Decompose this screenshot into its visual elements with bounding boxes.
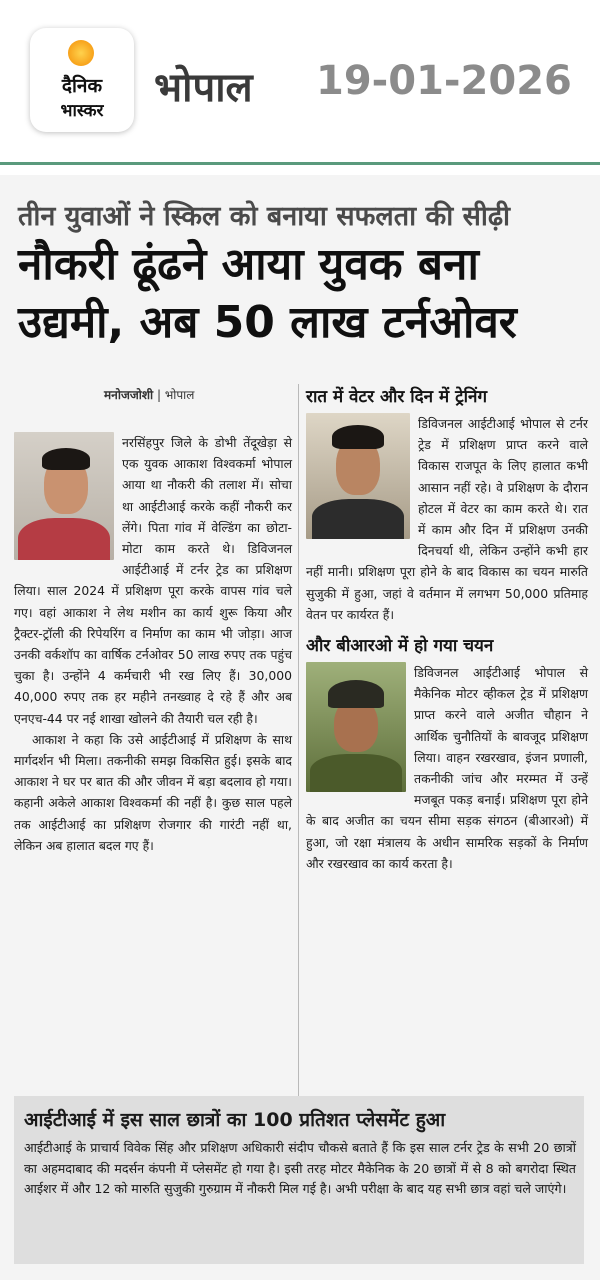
story2-text: डिविजनल आईटीआई भोपाल से टर्नर ट्रेड में प्रशिक्षण प्राप्त करने वाले विकास राजपूत के लिए हालात कभी आसान नहीं रहे। वे प्रशिक्षण के दौरान होटल में वेटर का काम करते थे। रात में काम और दिन में प्रशिक्षण उनकी दिनचर्या थी, लेकिन उन्होंने कभी हार नहीं मानी। प्रशिक्षण पूरा होने के बाद विकास का चयन मारुति सुजुकी में हुआ, जहां वे वर्तमान में लगभग 50,000 प्रतिमाह वेतन पर कार्यरत हैं। [306,416,588,622]
article-kicker: तीन युवाओं ने स्किल को बनाया सफलता की सीढ़ी [18,201,511,232]
placement-box-title: आईटीआई में इस साल छात्रों का 100 प्रतिशत प्लेसमेंट हुआ [24,1109,446,1131]
headline-line-1: नौकरी ढूंढने आया युवक बना [18,239,479,290]
story2 [306,413,588,625]
main-story-paragraph-1: नरसिंहपुर जिले के डोभी तेंदूखेड़ा से एक युवक आकाश विश्वकर्मा भोपाल आया था नौकरी की तलाश में। सोचा था आईटीआई करके कहीं नौकरी कर लेंगे। पिता गांव में वेल्डिंग का छोटा-मोटा काम करते थे। डिविजनल आईटीआई में टर्नर ट्रेड का प्रशिक्षण लिया। साल 2024 में प्रशिक्षण पूरा करके वापस गांव चले गए। वहां आकाश ने लेथ मशीन का कार्य शुरू किया और ट्रैक्टर-ट्रॉली की रिपेयरिंग व निर्माण का काम भी जोड़ा। आज उनकी वर्कशॉप का वार्षिक टर्नओवर 50 लाख रुपए तक पहुंच चुका है। उन्होंने 4 कर्मचारी भी रख लिए हैं। 30,000 40,000 रुपए तक हर महीने तनख्वाह दे रहे हैं और अब एनएच-44 पर नई शाखा खोलने की तैयारी चल रही है। [14,435,292,726]
story3-text: डिविजनल आईटीआई भोपाल से मैकेनिक मोटर व्हीकल ट्रेड में प्रशिक्षण प्राप्त करने वाले अजीत चौहान ने आर्थिक चुनौतियों के बावजूद प्रशिक्षण लिया। वाहन रखरखाव, इंजन प्रणाली, तकनीकी जांच और मरम्मत में उन्हें मजबूत पकड़ बनाई। प्रशिक्षण पूरा होने के बाद अजीत का चयन सीमा सड़क संगठन (बीआरओ) में हुआ, जो रक्षा मंत्रालय के अधीन सामरिक सड़कों के निर्माण और रखरखाव का कार्य करता है। [306,665,588,871]
story3-title: और बीआरओ में हो गया चयन [306,636,494,657]
article-headline [18,236,588,352]
app-header [0,0,600,160]
logo-text-line1: दैनिक [61,75,103,97]
byline-author: मनोजजोशी [104,388,154,402]
byline-place: भोपाल [164,388,195,402]
side-stories-column [306,384,588,874]
column-divider [298,384,299,1096]
edition-city: भोपाल [154,65,253,111]
article-byline: मनोजजोशी | भोपाल [104,388,195,402]
story2-title: रात में वेटर और दिन में ट्रेनिंग [306,387,488,407]
placement-box-text: आईटीआई के प्राचार्य विवेक सिंह और प्रशिक्षण अधिकारी संदीप चौकसे बताते हैं कि इस साल टर्नर ट्रेड के सभी 20 छात्रों का अहमदाबाद की मदर्सन कंपनी में प्लेसमेंट हो गया है। इसी तरह मोटर मैकेनिक के 20 छात्रों में से 8 को बगरोदा स्थित आईशर में और 12 को मारुति सुजुकी गुरुग्राम में नौकरी मिल गई है। अभी परीक्षा के बाद यह सभी छात्र वहां चले जाएंगे। [24,1140,576,1197]
headline-line-2: उद्यमी, अब 50 लाख टर्नओवर [18,297,517,348]
main-story-paragraph-2: आकाश ने कहा कि उसे आईटीआई में प्रशिक्षण के साथ मार्गदर्शन भी मिला। तकनीकी समझ विकसित हुई। इसके बाद आकाश ने घर पर बात की और जीवन में बड़ा बदलाव हो गया। कहानी अकेले आकाश विश्वकर्मा की नहीं है। कुछ साल पहले तक आईटीआई का प्रशिक्षण रोजगार की गारंटी नहीं था, लेकिन अब हालात बदल गए हैं। [14,731,292,853]
ajeet-photo [306,662,406,792]
akash-photo [14,432,114,560]
vikas-photo [306,413,410,539]
edition-date: 19-01-2026 [316,58,572,104]
header-divider [0,162,600,165]
dainik-bhaskar-logo [30,28,134,132]
logo-text-line2: भास्कर [60,101,104,121]
story3 [306,662,588,874]
main-story-column [14,432,292,856]
sun-logo-icon [68,40,94,66]
